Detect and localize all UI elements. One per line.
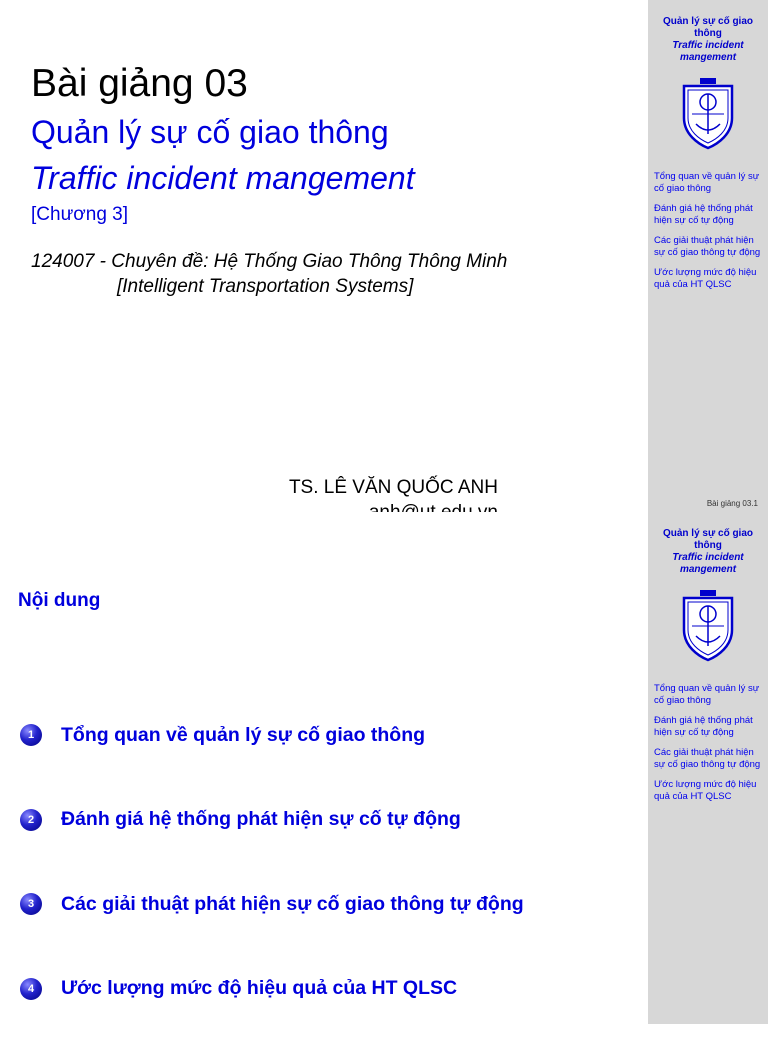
sidebar-nav-item-effectiveness[interactable]: Ước lượng mức độ hiệu quả của HT QLSC [654,779,757,802]
sidebar-nav [654,683,766,811]
numbered-ball-icon: 3 [20,893,42,915]
sidebar-nav-item-algorithms[interactable]: Các giải thuật phát hiện sự cố giao thông tự động [654,747,761,770]
toc-item[interactable] [20,886,640,922]
chapter-label: [Chương 3] [31,204,129,225]
contents-title: Nội dung [18,590,101,611]
table-of-contents [20,717,640,1055]
sidebar-subtitle-1: Traffic incident [672,40,744,51]
toc-item[interactable] [20,971,640,1007]
lecture-subtitle-en: Traffic incident mangement [31,160,415,196]
course-line-1: 124007 - Chuyên đề: Hệ Thống Giao Thông Thông Minh [31,251,508,272]
lecture-title: Bài giảng 03 [31,62,248,105]
sidebar-nav-item-algorithms[interactable]: Các giải thuật phát hiện sự cố giao thông tự động [654,235,761,258]
sidebar-nav-item-effectiveness[interactable]: Ước lượng mức độ hiệu quả của HT QLSC [654,267,757,290]
sidebar-subtitle-2: mangement [679,52,737,63]
toc-item-label: Các giải thuật phát hiện sự cố giao thông tự động [61,892,524,915]
sidebar-subtitle-1: Traffic incident [672,552,744,563]
sidebar-title: Quản lý sự cố giao thông [662,528,754,551]
page-number: Bài giảng 03.1 [706,499,758,508]
toc-item-label: Ước lượng mức độ hiệu quả của HT QLSC [61,977,458,999]
sidebar-header [648,16,768,64]
sidebar-nav-item-evaluation[interactable]: Đánh giá hệ thống phát hiện sự cố tự động [654,715,753,738]
sidebar-nav-item-evaluation[interactable]: Đánh giá hệ thống phát hiện sự cố tự động [654,203,753,226]
numbered-ball-icon: 2 [20,809,42,831]
sidebar-header [648,528,768,576]
slide-main [0,512,648,1024]
toc-item-label: Tổng quan về quản lý sự cố giao thông [61,723,426,746]
toc-item[interactable] [20,802,640,838]
lecture-subtitle-vi: Quản lý sự cố giao thông [31,114,389,150]
sidebar-nav-item-overview[interactable]: Tổng quan về quản lý sự cố giao thông [654,683,760,706]
sidebar-nav [654,171,766,299]
course-line-2: [Intelligent Transportation Systems] [117,276,414,297]
sidebar-title: Quản lý sự cố giao thông [662,16,754,39]
sidebar-subtitle-2: mangement [679,564,737,575]
numbered-ball-icon: 1 [20,724,42,746]
sidebar [648,0,768,512]
slide-main [0,0,648,512]
sidebar-nav-item-overview[interactable]: Tổng quan về quản lý sự cố giao thông [654,171,760,194]
slide-1 [0,0,768,512]
toc-item[interactable] [20,717,640,753]
slide-2 [0,512,768,1024]
author-name: TS. LÊ VĂN QUỐC ANH [288,477,498,498]
numbered-ball-icon: 4 [20,978,42,1000]
toc-item-label: Đánh giá hệ thống phát hiện sự cố tự động [61,808,461,830]
university-logo-icon [678,590,738,662]
university-logo-icon [678,78,738,150]
sidebar [648,512,768,1024]
